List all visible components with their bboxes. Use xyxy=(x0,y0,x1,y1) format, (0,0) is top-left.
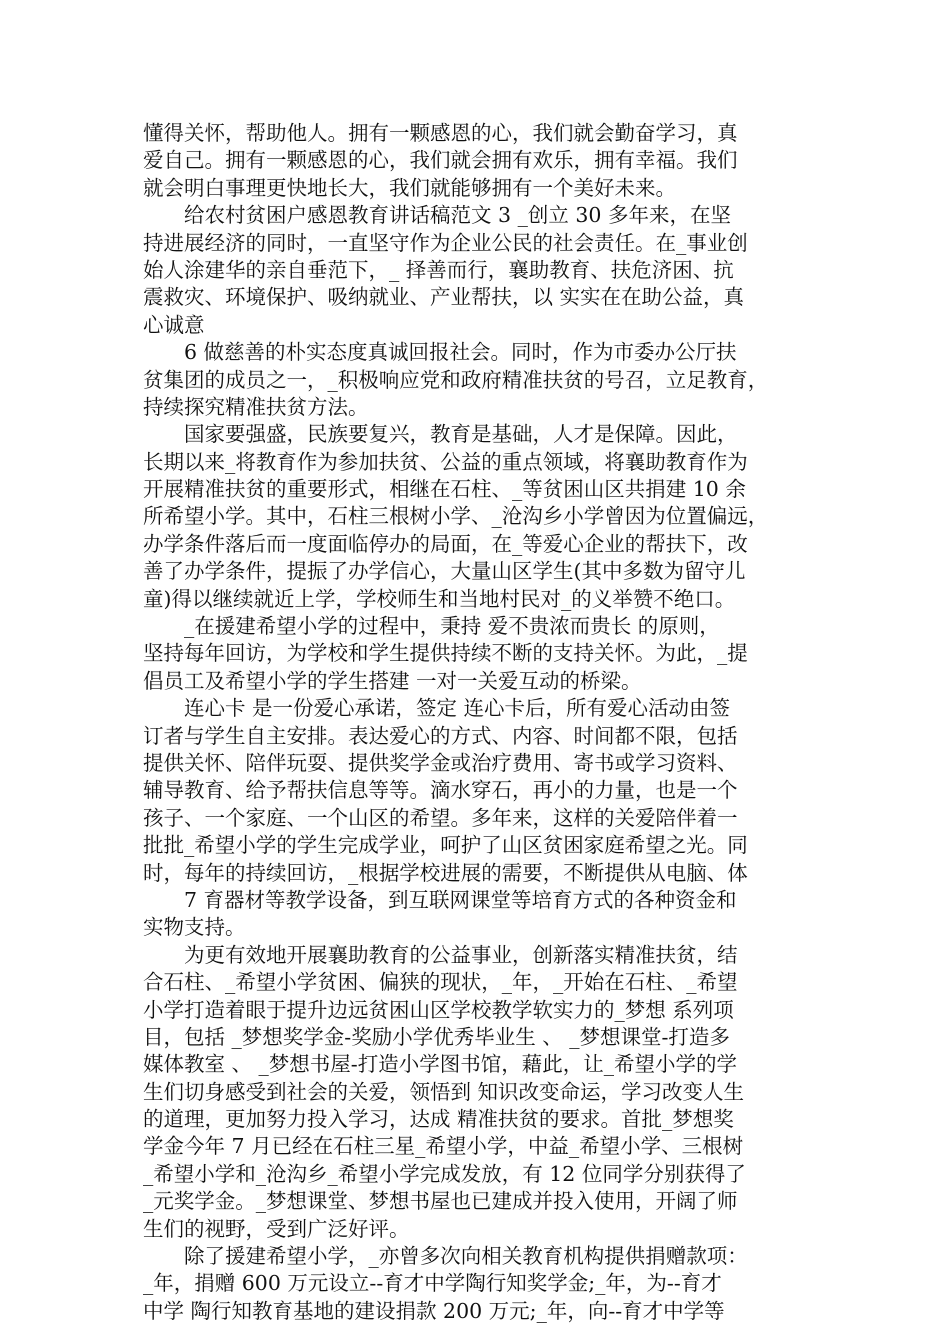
text-line: 给农村贫困户感恩教育讲话稿范文 3 _创立 30 多年来，在坚 xyxy=(143,203,731,228)
text-line: 辅导教育、给予帮扶信息等等。滴水穿石，再小的力量，也是一个 xyxy=(143,778,738,803)
text-line: 开展精准扶贫的重要形式，相继在石柱、_等贫困山区共捐建 10 余 xyxy=(143,477,746,502)
text-line: _年，捐赠 600 万元设立--育才中学陶行知奖学金;_年，为--育才 xyxy=(143,1271,722,1296)
text-line: 生们切身感受到社会的关爱，领悟到 知识改变命运，学习改变人生 xyxy=(143,1079,745,1104)
text-line: 贫集团的成员之一，_积极响应党和政府精准扶贫的号召，立足教育， xyxy=(143,367,769,392)
text-line: 提供关怀、陪伴玩耍、提供奖学金或治疗费用、寄书或学习资料、 xyxy=(143,750,738,775)
text-line: 为更有效地开展襄助教育的公益事业，创新落实精准扶贫，结 xyxy=(143,942,738,967)
text-line: 国家要强盛，民族要复兴，教育是基础，人才是保障。因此， xyxy=(143,422,738,447)
text-line: 善了办学条件，提振了办学信心，大量山区学生(其中多数为留守儿 xyxy=(143,559,746,584)
text-line: 懂得关怀，帮助他人。拥有一颗感恩的心，我们就会勤奋学习，真 xyxy=(143,121,738,145)
text-line: _元奖学金。_梦想课堂、梦想书屋也已建成并投入使用，开阔了师 xyxy=(143,1189,738,1214)
text-line: 订者与学生自主安排。表达爱心的方式、内容、时间都不限，包括 xyxy=(143,723,738,748)
body-text xyxy=(143,120,823,1325)
text-line: 学金今年 7 月已经在石柱三星_希望小学，中益_希望小学、三根树 xyxy=(143,1134,744,1159)
text-line: 目，包括 _梦想奖学金-奖励小学优秀毕业生 、 _梦想课堂-打造多 xyxy=(143,1024,730,1049)
text-line: 孩子、一个家庭、一个山区的希望。多年来，这样的关爱陪伴着一 xyxy=(143,805,738,830)
text-line: 童)得以继续就近上学，学校师生和当地村民对_的义举赞不绝口。 xyxy=(143,586,736,611)
text-line: _在援建希望小学的过程中，秉持 爱不贵浓而贵长 的原则， xyxy=(143,614,720,639)
text-line: 就会明白事理更快地长大，我们就能够拥有一个美好未来。 xyxy=(143,175,676,200)
text-line: 除了援建希望小学，_亦曾多次向相关教育机构提供捐赠款项： xyxy=(143,1244,748,1269)
text-line: 心诚意 xyxy=(143,312,205,337)
text-line: 连心卡 是一份爱心承诺，签定 连心卡后，所有爱心活动由签 xyxy=(143,696,731,721)
text-line: 震救灾、环境保护、吸纳就业、产业帮扶，以 实实在在助公益，真 xyxy=(143,285,745,310)
text-line: 始人涂建华的亲自垂范下，_ 择善而行，襄助教育、扶危济困、抗 xyxy=(143,257,734,282)
text-line: 实物支持。 xyxy=(143,915,246,940)
text-line: 6 做慈善的朴实态度真诚回报社会。同时，作为市委办公厅扶 xyxy=(143,340,737,365)
text-line: 合石柱、_希望小学贫困、偏狭的现状，_年，_开始在石柱、_希望 xyxy=(143,970,738,995)
text-line: 媒体教室 、 _梦想书屋-打造小学图书馆，藉此，让_希望小学的学 xyxy=(143,1052,737,1077)
text-line: 批批_希望小学的学生完成学业，呵护了山区贫困家庭希望之光。同 xyxy=(143,833,748,858)
text-line: 中学 陶行知教育基地的建设捐款 200 万元;_年，向--育才中学等 xyxy=(143,1298,725,1323)
text-line: 长期以来_将教育作为参加扶贫、公益的重点领域，将襄助教育作为 xyxy=(143,449,748,474)
text-line: 持进展经济的同时，一直坚守作为企业公民的社会责任。在_事业创 xyxy=(143,230,748,255)
text-line: 所希望小学。其中，石柱三根树小学、_沧沟乡小学曾因为位置偏远， xyxy=(143,504,769,529)
text-line: 小学打造着眼于提升边远贫困山区学校教学软实力的_梦想 系列项 xyxy=(143,997,734,1022)
text-line: 时，每年的持续回访，_根据学校进展的需要，不断提供从电脑、体 xyxy=(143,860,748,885)
text-line: 7 育器材等教学设备，到互联网课堂等培育方式的各种资金和 xyxy=(143,887,737,912)
text-line: 办学条件落后而一度面临停办的局面，在_等爱心企业的帮扶下，改 xyxy=(143,531,748,556)
text-line: 持续探究精准扶贫方法。 xyxy=(143,394,369,419)
text-line: 坚持每年回访，为学校和学生提供持续不断的支持关怀。为此，_提 xyxy=(143,641,748,666)
text-line: 的道理，更加努力投入学习，达成 精准扶贫的要求。首批_梦想奖 xyxy=(143,1107,734,1132)
text-line: _希望小学和_沧沟乡_希望小学完成发放，有 12 位同学分别获得了 xyxy=(143,1161,746,1186)
text-line: 爱自己。拥有一颗感恩的心，我们就会拥有欢乐，拥有幸福。我们 xyxy=(143,148,738,173)
text-line: 生们的视野，受到广泛好评。 xyxy=(143,1216,410,1241)
text-line: 倡员工及希望小学的学生搭建 一对一关爱互动的桥梁。 xyxy=(143,668,642,693)
